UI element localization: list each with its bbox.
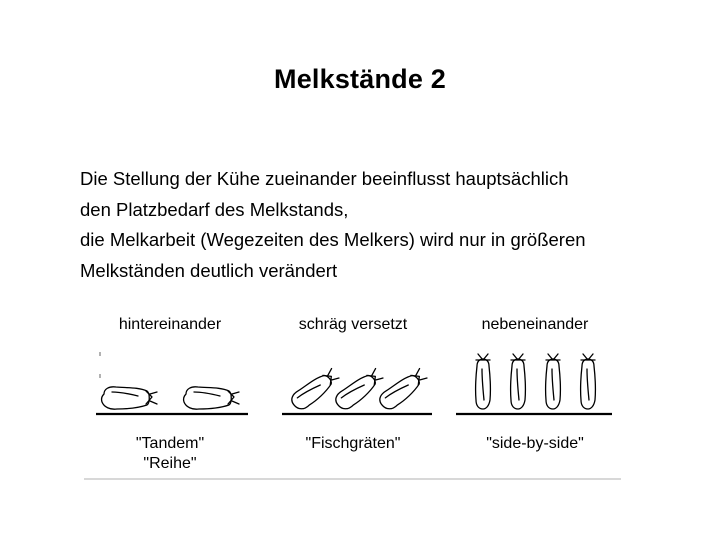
cow-fischgraeten-2 xyxy=(333,366,385,413)
cow-side-by-side-2 xyxy=(511,354,526,409)
caption-line: "Tandem" xyxy=(135,435,205,452)
caption-fischgraeten xyxy=(278,434,428,454)
cow-fischgraeten-1 xyxy=(289,366,341,413)
heading-hintereinander: hintereinander xyxy=(118,316,222,333)
cow-side-by-side-4 xyxy=(581,354,596,409)
cow-tandem-2 xyxy=(184,387,239,409)
cow-side-by-side-3 xyxy=(546,354,561,409)
cow-fischgraeten-3 xyxy=(377,366,429,413)
caption-side-by-side xyxy=(460,434,610,454)
caption-tandem xyxy=(95,434,245,474)
paragraph-line: den Platzbedarf des Melkstands, xyxy=(80,198,349,220)
heading-nebeneinander: nebeneinander xyxy=(481,316,589,333)
caption-line: "side-by-side" xyxy=(486,435,584,452)
cow-side-by-side-1 xyxy=(476,354,491,409)
caption-line: "Reihe" xyxy=(143,455,197,472)
paragraph-line: die Melkarbeit (Wegezeiten des Melkers) wird nur in größeren xyxy=(80,229,586,250)
caption-line: "Fischgräten" xyxy=(305,435,401,452)
paragraph-line: Die Stellung der Kühe zueinander beeinflusst hauptsächlich xyxy=(80,168,569,189)
heading-schraeg-versetzt: schräg versetzt xyxy=(298,316,408,333)
cow-tandem-1 xyxy=(102,387,157,409)
slide-title: Melkstände 2 xyxy=(274,64,446,94)
paragraph-line: Melkständen deutlich verändert xyxy=(80,259,338,281)
